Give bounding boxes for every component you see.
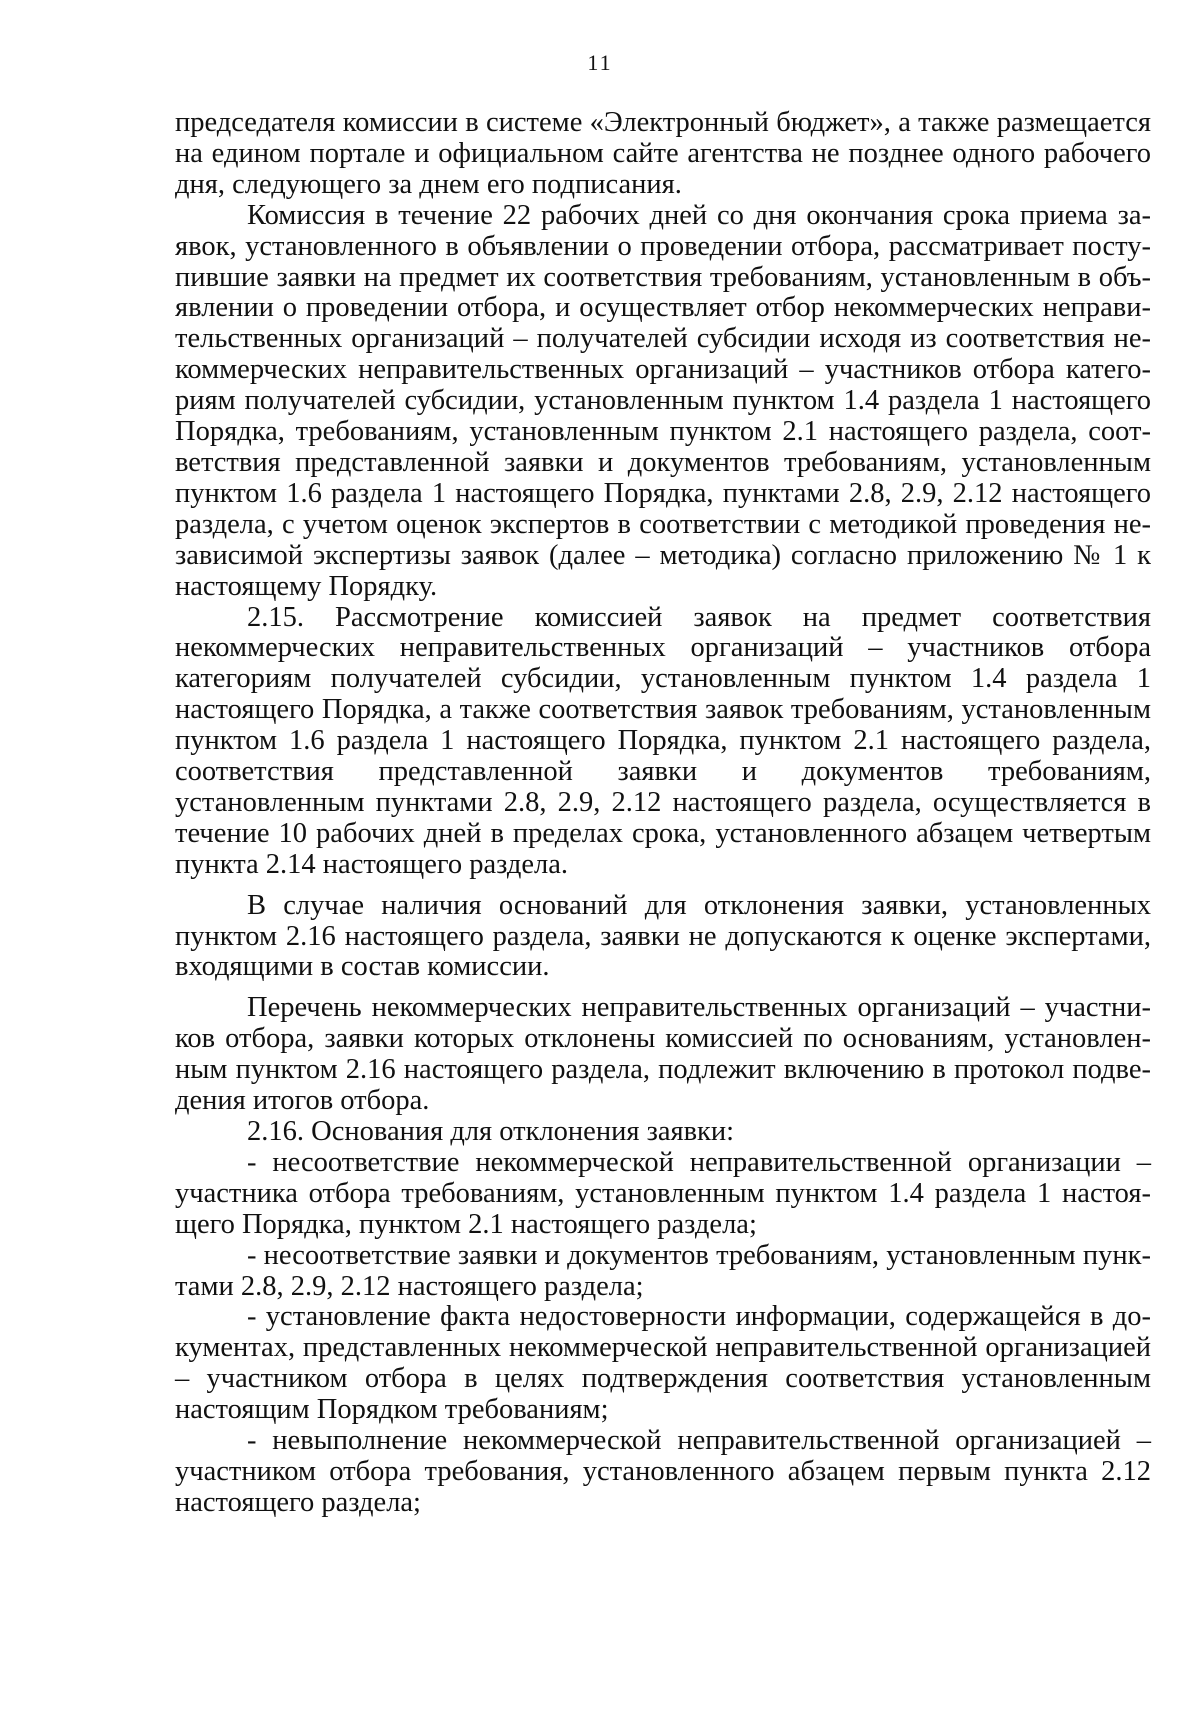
paragraph-commission-review-period: Комиссия в течение 22 рабочих дней со дня окончания срока приема заявок, установленного в объявлении о проведении отбора, рассматривает поступившие заявки на предмет их соответствия требованиям, установленным в объявлении о проведении отбора, и осуществляет отбор некоммерческих неправительственных организаций – получателей субсидии исходя из соответствия некоммерческих неправительственных организаций – участников отбора категориям получателей субсидии, установленным пунктом 1.4 раздела 1 настоящего Порядка, требованиям, установленным пунктом 2.1 настоящего раздела, соответствия представленной заявки и документов требованиям, установленным пунктом 1.6 раздела 1 настоящего Порядка, пунктами 2.8, 2.9, 2.12 настоящего раздела, с учетом оценок экспертов в соответствии с методикой проведения независимой экспертизы заявок (далее – методика) согласно приложению № 1 к настоящему Порядку.: [175, 199, 1151, 602]
page-number: 11: [587, 50, 613, 75]
list-item-rejection-ground-1: - несоответствие некоммерческой неправительственной организации – участника отбора требованиям, установленным пунктом 1.4 раздела 1 настоящего Порядка, пунктом 2.1 настоящего раздела;: [175, 1146, 1151, 1240]
paragraph-continuation: председателя комиссии в системе «Электронный бюджет», а также размещается на едином портале и официальном сайте агентства не позднее одного рабочего дня, следующего за днем его подписания.: [175, 107, 1151, 200]
paragraph-rejected-list: Перечень некоммерческих неправительственных организаций – участников отбора, заявки которых отклонены комиссией по основаниям, установленным пунктом 2.16 настоящего раздела, подлежит включению в протокол подведения итогов отбора.: [175, 992, 1151, 1117]
paragraph-2-16-heading: 2.16. Основания для отклонения заявки:: [247, 1116, 735, 1147]
paragraph-2-15: 2.15. Рассмотрение комиссией заявок на предмет соответствия некоммерческих неправительственных организаций – участников отбора категориям получателей субсидии, установленным пунктом 1.4 раздела 1 настоящего Порядка, а также соответствия заявок требованиям, установленным пунктом 1.6 раздела 1 настоящего Порядка, пунктом 2.1 настоящего раздела, соответствия представленной заявки и документов требованиям, установленным пунктами 2.8, 2.9, 2.12 настоящего раздела, осуществляется в течение 10 рабочих дней в пределах срока, установленного абзацем четвертым пункта 2.14 настоящего раздела.: [175, 601, 1151, 880]
document-body: [175, 108, 1151, 1519]
paragraph-rejection-grounds-case: В случае наличия оснований для отклонения заявки, установленных пунктом 2.16 настоящего раздела, заявки не допускаются к оценке экспертами, входящими в состав комиссии.: [175, 889, 1151, 983]
list-item-rejection-ground-3: - установление факта недостоверности информации, содержащейся в документах, представленных некоммерческой неправительственной организацией – участником отбора в целях подтверждения соответствия установленным настоящим Порядком требованиям;: [175, 1301, 1151, 1426]
list-item-rejection-ground-2: - несоответствие заявки и документов требованиям, установленным пунктами 2.8, 2.9, 2.12 настоящего раздела;: [175, 1239, 1151, 1302]
list-item-rejection-ground-4: - невыполнение некоммерческой неправительственной организацией – участником отбора требования, установленного абзацем первым пункта 2.12 настоящего раздела;: [175, 1425, 1151, 1518]
